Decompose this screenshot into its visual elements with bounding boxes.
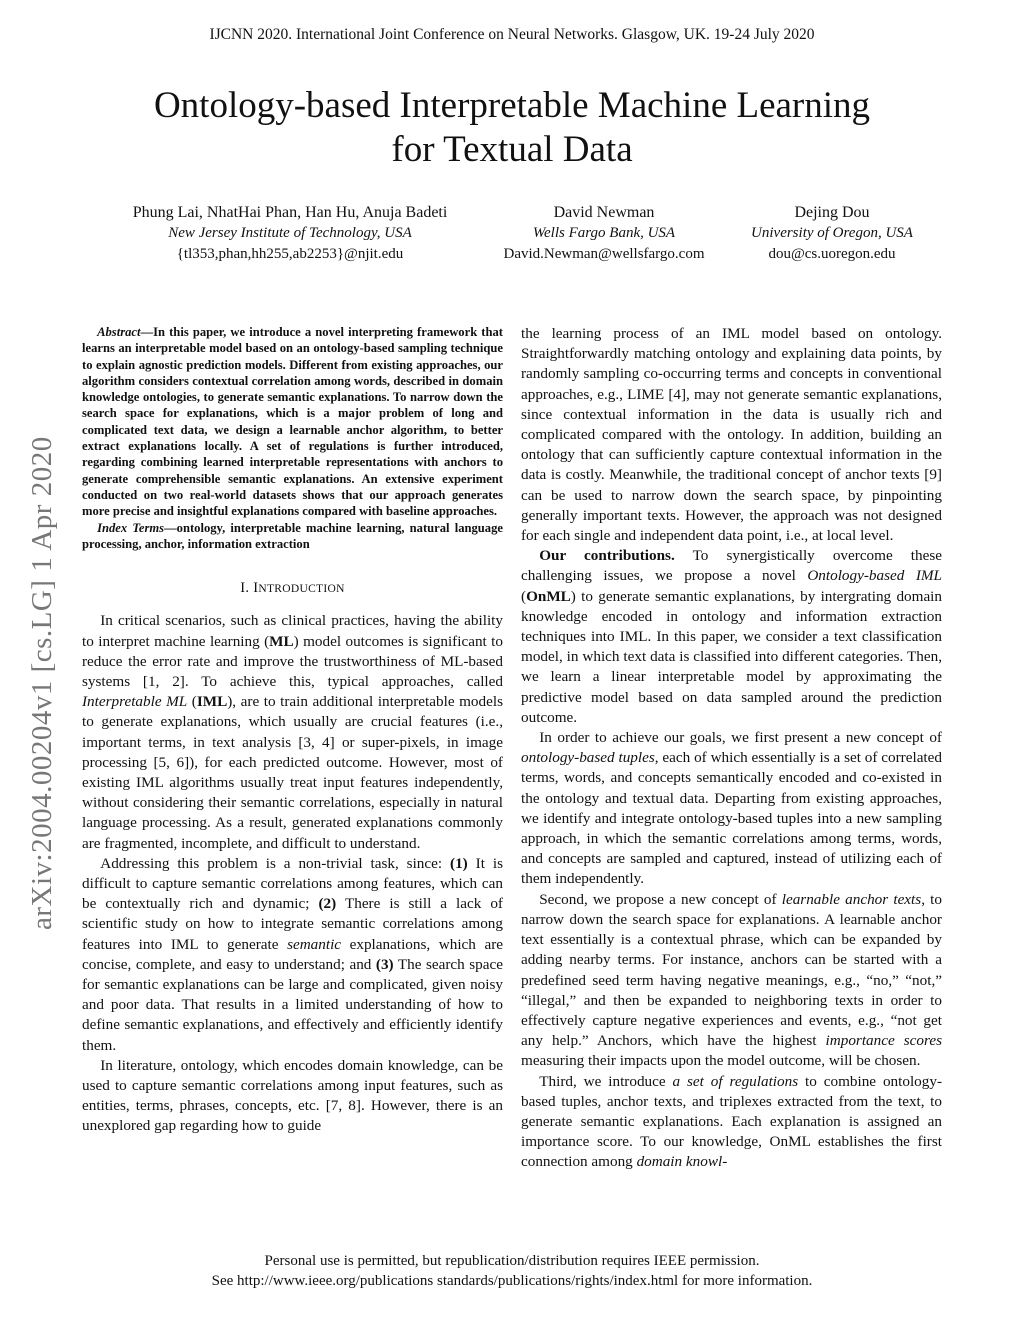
ml-abbrev: ML: [269, 632, 294, 650]
right-column: [521, 324, 942, 1173]
section-numeral: I.: [240, 580, 254, 597]
iml-abbrev: IML: [196, 693, 228, 711]
author-names: Phung Lai, NhatHai Phan, Han Hu, Anuja Badeti: [132, 204, 448, 221]
author-block-njit: [90, 202, 490, 265]
contributions-paragraph-2: In order to achieve our goals, we first present a new concept of ontology-based tuples, each of which essentially is a set of correlated terms, words, and concepts semantically encoded and co-existed in the ontology and textual data. Departing from existing approaches, we identify and integrate ontology-based tuples into a new sampling approach, in which the semantic correlations among terms, words, and concepts are sampled and captured, instead of utilizing each of them independently.: [521, 729, 942, 888]
left-column: [82, 324, 503, 1137]
author-names: David Newman: [553, 204, 655, 221]
section-title-rest: NTRODUCTION: [258, 583, 345, 596]
intro-paragraph-2: Addressing this problem is a non-trivial task, since: (1) It is difficult to capture semantic correlations among features, which can be contextually rich and dynamic; (2) There is still a lack of scientific study on how to integrate semantic correlations among features into IML to generate semantic explanations, which are concise, complete, and easy to understand; and (3) The search space for semantic explanations can be large and complicated, given noisy and poor data. That results in a limited understanding of how to define semantic explanations, and effectively and efficiently identify them.: [82, 854, 503, 1054]
abstract-text: —In this paper, we introduce a novel interpreting framework that learns an interpretable model based on an ontology-based sampling technique to explain agnostic prediction models. Different from existing approaches, our algorithm considers contextual correlation among words, described in domain knowledge ontologies, to generate semantic explanations. To narrow down the search space for explanations, which is a major problem of long and complicated text data, we design a learnable anchor algorithm, to better extract explanations locally. A set of regulations is further introduced, regarding combining learned interpretable representations with anchors to generate comprehensible semantic explanations. An extensive experiment conducted on two real-world datasets shows that our approach generates more precise and insightful explanations compared with baseline approaches.: [82, 325, 503, 519]
abstract: [82, 324, 503, 520]
title-line-1: Ontology-based Interpretable Machine Learning: [153, 85, 871, 126]
author-email: David.Newman@wellsfargo.com: [503, 246, 705, 262]
contributions-paragraph-3: Second, we propose a new concept of learnable anchor texts, to narrow down the search space for explanations. A learnable anchor text essentially is a contextual phrase, which can be expanded by adding nearby terms. For instance, anchors can be started with a predefined seed term having negative meanings, e.g., “no,” “not,” “illegal,” and then be expanded to neighboring texts in order to effectively capture negative experiences and events, e.g., “not get any help.” Anchors, which have the highest importance scores measuring their impacts upon the model outcome, will be chosen.: [521, 890, 942, 1070]
author-affiliation: University of Oregon, USA: [751, 225, 913, 241]
contributions-paragraph: Our contributions. To synergistically overcome these challenging issues, we propose a novel Ontology-based IML (OnML) to generate semantic explanations, by intergrating domain knowledge encoded in ontology and information extraction techniques into IML. In this paper, we consider a text classification model, in which text data is classified into different categories. Then, we learn a linear interpretable model by approximating the predictive model based on data sampled around the prediction outcome.: [521, 547, 942, 726]
abstract-label: Abstract: [97, 325, 141, 339]
footer-line-2: See http://www.ieee.org/publications standards/publications/rights/index.html for more information.: [211, 1273, 813, 1289]
author-block-wellsfargo: [484, 202, 724, 265]
author-email: dou@cs.uoregon.edu: [768, 246, 896, 262]
intro-paragraph-3: In literature, ontology, which encodes domain knowledge, can be used to capture semantic correlations among input features, such as entities, terms, phrases, concepts, etc. [7, 8]. However, there is an unexplored gap regarding how to guide: [82, 1056, 503, 1135]
intro-paragraph-1: In critical scenarios, such as clinical practices, having the ability to interpret machine learning (ML) model outcomes is significant to reduce the error rate and improve the trustworthiness of ML-based systems [1, 2]. To achieve this, typical approaches, called Interpretable ML (IML), are to train additional interpretable models to generate explanations, which usually are crucial features (i.e., important terms, in text analysis [3, 4] or super-pixels, in image processing [5, 6]), for each predicted outcome. However, most of existing IML algorithms usually treat input features independently, without considering their semantic correlations, especially in natural language processing. As a result, generated explanations commonly are fragmented, incomplete, and difficult to understand.: [82, 612, 503, 852]
intro-paragraph-4: the learning process of an IML model based on ontology. Straightforwardly matching ontology and explaining data points, by randomly sampling co-occurring terms and concepts in conventional approaches, e.g., LIME [4], may not generate semantic explanations, since contextual information in the data is usually rich and complicated compared with the ontology. In addition, building an ontology that can sufficiently capture contextual information in the data is costly. Meanwhile, the traditional concept of anchor texts [9] can be used to narrow down the search space, by pinpointing generally important texts. However, the approach was not designed for each single and independent data point, i.e., at local level.: [521, 325, 942, 545]
ieee-footer: [0, 1251, 1024, 1291]
author-email: {tl353,phan,hh255,ab2253}@njit.edu: [176, 246, 404, 262]
section-heading-introduction: [82, 578, 503, 599]
arxiv-identifier-stamp: arXiv:2004.00204v1 [cs.LG] 1 Apr 2020: [26, 436, 58, 930]
index-terms-text: —ontology, interpretable machine learning, natural language processing, anchor, information extraction: [82, 520, 503, 551]
footer-line-1: Personal use is permitted, but republication/distribution requires IEEE permission.: [264, 1253, 760, 1269]
contributions-label: Our contributions.: [539, 547, 675, 565]
index-terms: [82, 520, 503, 553]
author-names: Dejing Dou: [794, 204, 870, 221]
title-line-2: for Textual Data: [391, 129, 633, 170]
author-affiliation: Wells Fargo Bank, USA: [532, 225, 676, 241]
paper-title: [0, 84, 1024, 172]
index-terms-label: Index Terms: [97, 520, 165, 535]
author-block-oregon: [730, 202, 934, 265]
iml-term: Interpretable ML: [82, 693, 188, 711]
author-affiliation: New Jersey Institute of Technology, USA: [168, 225, 412, 241]
onml-abbrev: OnML: [526, 587, 571, 605]
section-initial: I: [253, 580, 259, 597]
conference-header: IJCNN 2020. International Joint Conference on Neural Networks. Glasgow, UK. 19-24 July 2020: [209, 26, 815, 43]
contributions-paragraph-4: Third, we introduce a set of regulations to combine ontology-based tuples, anchor texts, and triplexes extracted from the text, to generate semantic explanations. Each explanation is assigned an importance score. To our knowledge, OnML establishes the first connection among domain knowl-: [521, 1072, 943, 1171]
